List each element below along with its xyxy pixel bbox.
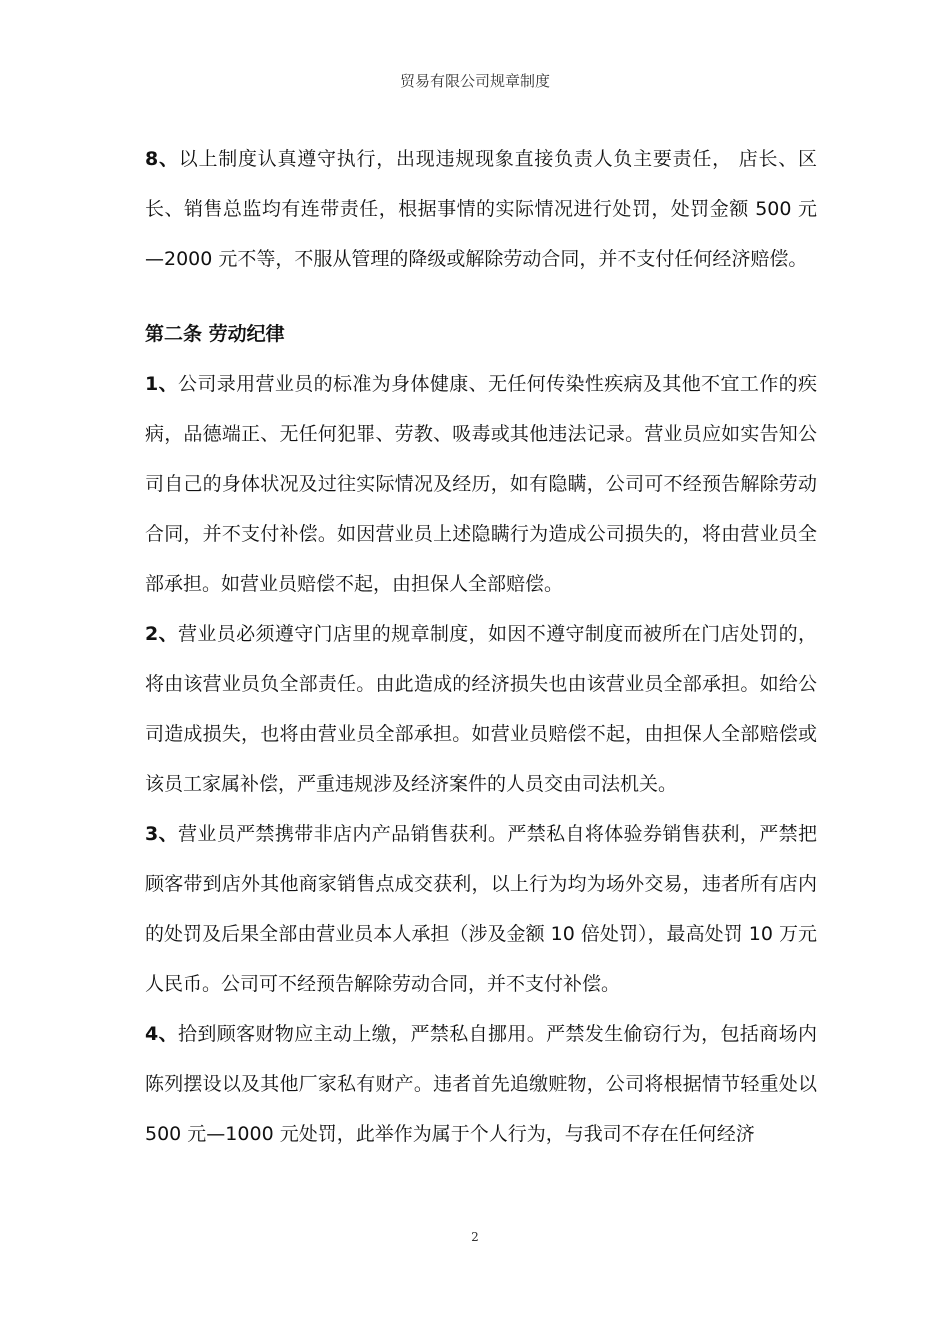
item-text: 拾到顾客财物应主动上缴，严禁私自挪用。严禁发生偷窃行为，包括商场内陈列摆设以及其他厂家私有财产。违者首先追缴赃物，公司将根据情节轻重处以 500 元—1000 元处罚，此举作为属于个人行为，与我司不存在任何经济 (145, 1023, 817, 1145)
paragraph-item-4 (145, 1009, 817, 1159)
item-text: 营业员严禁携带非店内产品销售获利。严禁私自将体验券销售获利，严禁把顾客带到店外其他商家销售点成交获利，以上行为均为场外交易，违者所有店内的处罚及后果全部由营业员本人承担（涉及金额 10 倍处罚），最高处罚 10 万元人民币。公司可不经预告解除劳动合同，并不支付补偿。 (145, 823, 817, 995)
item-text: 营业员必须遵守门店里的规章制度，如因不遵守制度而被所在门店处罚的，将由该营业员负全部责任。由此造成的经济损失也由该营业员全部承担。如给公司造成损失，也将由营业员全部承担。如营业员赔偿不起，由担保人全部赔偿或该员工家属补偿，严重违规涉及经济案件的人员交由司法机关。 (145, 623, 817, 795)
paragraph-item-3 (145, 809, 817, 1009)
paragraph-item-2 (145, 609, 817, 809)
page-number: 2 (471, 1230, 479, 1244)
paragraph-item-1 (145, 359, 817, 609)
item-text: 以上制度认真遵守执行，出现违规现象直接负责人负主要责任， 店长、区长、销售总监均有连带责任，根据事情的实际情况进行处罚，处罚金额 500 元—2000 元不等，不服从管理的降级或解除劳动合同，并不支付任何经济赔偿。 (145, 148, 817, 270)
item-number: 3、 (145, 823, 178, 845)
document-body (145, 134, 817, 1159)
page-header: 贸易有限公司规章制度 (399, 72, 550, 90)
item-number: 1、 (145, 373, 178, 395)
paragraph-item-8 (145, 134, 817, 284)
item-number: 4、 (145, 1023, 178, 1045)
item-number: 2、 (145, 623, 178, 645)
section-title: 第二条 劳动纪律 (145, 323, 285, 345)
item-text: 公司录用营业员的标准为身体健康、无任何传染性疾病及其他不宜工作的疾病，品德端正、无任何犯罪、劳教、吸毒或其他违法记录。营业员应如实告知公司自己的身体状况及过往实际情况及经历，如有隐瞒，公司可不经预告解除劳动合同，并不支付补偿。如因营业员上述隐瞒行为造成公司损失的，将由营业员全部承担。如营业员赔偿不起，由担保人全部赔偿。 (145, 373, 817, 595)
item-number: 8、 (145, 148, 179, 170)
